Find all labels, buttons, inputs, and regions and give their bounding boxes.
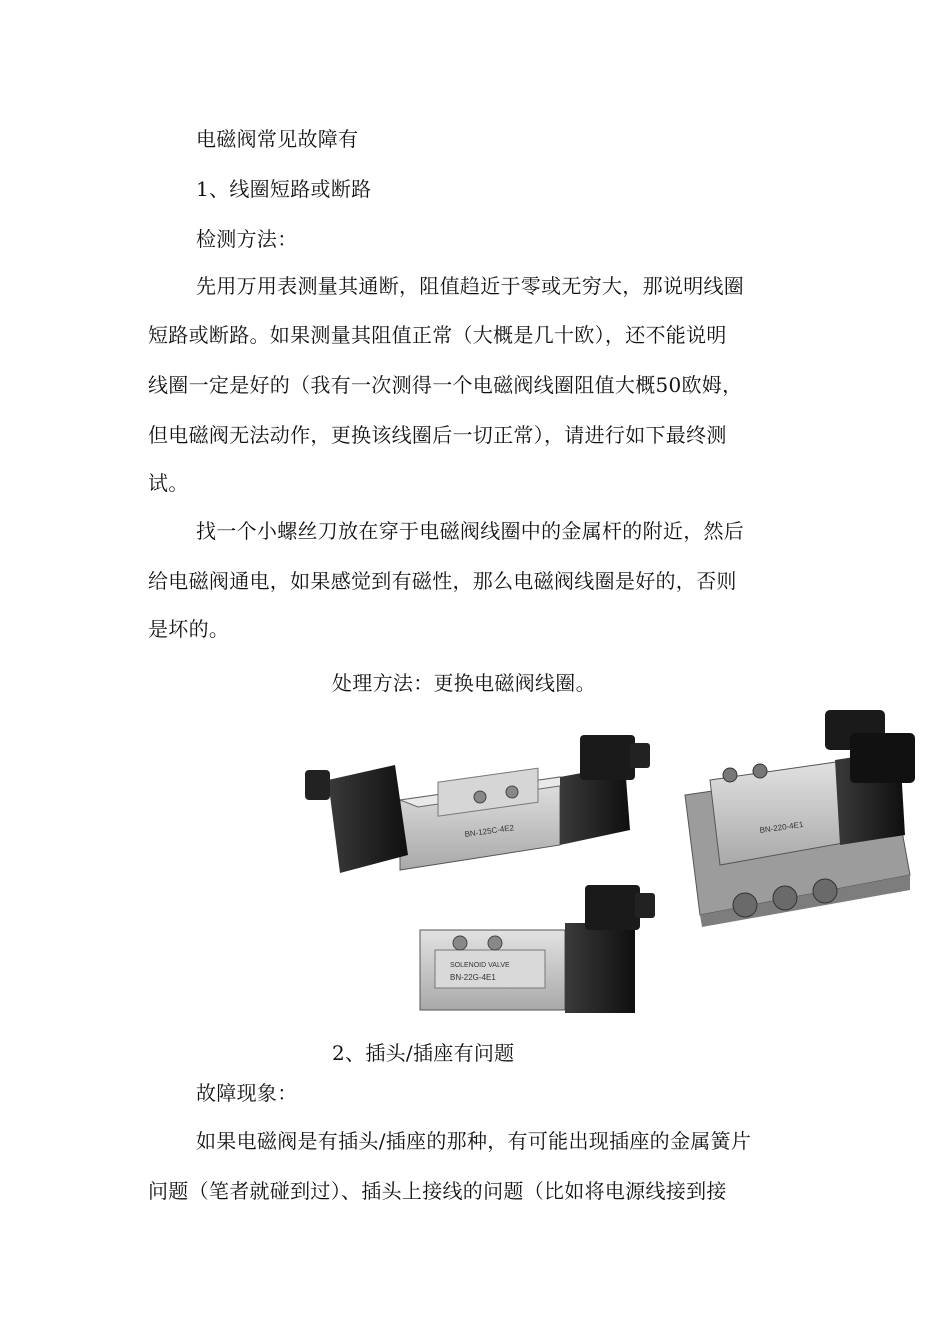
paragraph-line: 线圈一定是好的（我有一次测得一个电磁阀线圈阻值大概50欧姆， [148, 373, 743, 397]
paragraph-line: 先用万用表测量其通断，阻值趋近于零或无穷大，那说明线圈 [196, 274, 745, 298]
solenoid-valve-photo [290, 705, 940, 1020]
section2-heading: 2、插头/插座有问题 [332, 1041, 515, 1065]
paragraph-line: 是坏的。 [148, 617, 230, 641]
paragraph-line: 试。 [148, 471, 189, 495]
paragraph-line: 给电磁阀通电，如果感觉到有磁性，那么电磁阀线圈是好的，否则 [148, 569, 737, 593]
page-title: 电磁阀常见故障有 [196, 127, 359, 151]
paragraph-line: 短路或断路。如果测量其阻值正常（大概是几十欧），还不能说明 [148, 323, 727, 347]
valve2-model-label: BN-220-4E1 [759, 819, 804, 835]
valve3-type-label: SOLENOID VALVE [450, 962, 510, 969]
section1-heading: 1、线圈短路或断路 [196, 177, 372, 201]
valve1-model-label: BN-125C-4E2 [464, 823, 515, 839]
detect-method-label: 检测方法： [196, 227, 298, 251]
fix-method: 处理方法：更换电磁阀线圈。 [332, 671, 596, 695]
valve-left [305, 735, 650, 873]
paragraph-line: 如果电磁阀是有插头/插座的那种，有可能出现插座的金属簧片 [196, 1129, 752, 1153]
paragraph-line: 问题（笔者就碰到过）、插头上接线的问题（比如将电源线接到接 [148, 1179, 727, 1203]
symptom-label: 故障现象： [196, 1081, 298, 1105]
valve-bottom [420, 885, 655, 1013]
paragraph-line: 找一个小螺丝刀放在穿于电磁阀线圈中的金属杆的附近，然后 [196, 519, 745, 543]
paragraph-line: 但电磁阀无法动作，更换该线圈后一切正常），请进行如下最终测 [148, 423, 727, 447]
valve3-model-label: BN-22G-4E1 [450, 973, 496, 982]
valve-right [685, 710, 915, 927]
